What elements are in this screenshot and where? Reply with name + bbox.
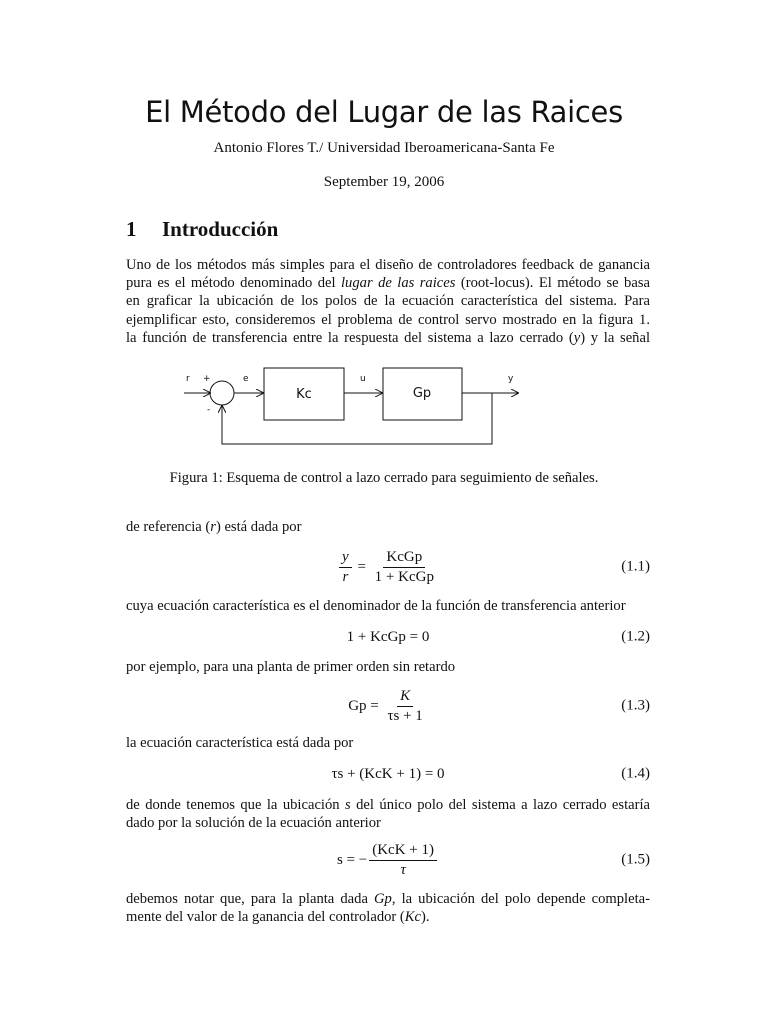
date-line: September 19, 2006 bbox=[323, 174, 445, 190]
paragraph-reference: de referencia (r) está dada por bbox=[126, 519, 302, 535]
equation-1-1: $\frac{y}{r}$ = $\frac{\text{KcGp}}{\text{1 + KcGp}}$ (1.1) bbox=[126, 545, 650, 589]
label-minus: - bbox=[207, 405, 211, 415]
figure-caption: Figura 1: Esquema de control a lazo cerrado para seguimiento de señales. bbox=[169, 470, 599, 486]
equation-1-2 bbox=[126, 615, 650, 659]
section-heading bbox=[126, 217, 278, 242]
intro-line: la función de transferencia entre la respuesta del sistema a lazo cerrado (y) y la señal bbox=[126, 329, 650, 346]
donde-line: dado por la solución de la ecuación anterior bbox=[126, 815, 381, 832]
equation-number: (1.1) bbox=[621, 558, 650, 575]
section-title: Introducción bbox=[162, 217, 279, 241]
equation-1-5 bbox=[126, 838, 650, 882]
intro-paragraph bbox=[126, 256, 650, 347]
paragraph-ejemplo: por ejemplo, para una planta de primer orden sin retardo bbox=[126, 659, 456, 675]
eq1-rhs-fraction: $\frac{\text{KcGp}}{\text{1 + KcGp}}$ bbox=[374, 548, 434, 585]
final-line: debemos notar que, para la planta dada Gp, la ubicación del polo depende completa- bbox=[126, 891, 650, 907]
section-number: 1 bbox=[126, 217, 137, 241]
label-e: e bbox=[243, 374, 249, 384]
eq5-lhs: s = − bbox=[336, 851, 368, 868]
eq5-fraction: $\frac{\text{(KcK + 1)}}{\tau}$ bbox=[369, 842, 437, 879]
eq2-expression: 1 + KcGp = 0 bbox=[346, 628, 430, 645]
paragraph-ecuacion: la ecuación característica está dada por bbox=[126, 735, 354, 751]
intro-line: en graficar la ubicación de los polos de la ecuación característica del sistema. Para bbox=[126, 293, 650, 310]
feedback-path bbox=[222, 393, 492, 444]
paragraph-donde bbox=[126, 796, 650, 832]
intro-line: pura es el método denominado del lugar de las raices (root-locus). El método se basa bbox=[126, 275, 650, 292]
intro-line: Uno de los métodos más simples para el diseño de controladores feedback de ganancia bbox=[126, 257, 650, 273]
equation-number: (1.2) bbox=[621, 628, 650, 645]
label-u: u bbox=[360, 374, 366, 384]
label-plus: + bbox=[203, 374, 211, 384]
donde-line: de donde tenemos que la ubicación s del único polo del sistema a lazo cerrado estaría bbox=[126, 797, 651, 813]
equation-number: (1.5) bbox=[621, 851, 650, 868]
equation-number: (1.4) bbox=[621, 765, 650, 782]
eq1-lhs-fraction: $\frac{y}{r}$ bbox=[339, 549, 352, 586]
label-r: r bbox=[186, 374, 190, 384]
author-line: Antonio Flores T./ Universidad Iberoamericana-Santa Fe bbox=[213, 140, 555, 156]
eq4-expression: τs + (KcK + 1) = 0 bbox=[331, 765, 445, 782]
controller-label: Kc bbox=[296, 387, 312, 402]
equation-1-3 bbox=[126, 684, 650, 728]
paper-title: El Método del Lugar de las Raices bbox=[145, 95, 623, 129]
label-y: y bbox=[508, 374, 514, 384]
plant-label: Gp bbox=[412, 386, 432, 401]
intro-line: ejemplificar esto, consideremos el problema de control servo mostrado en la figura 1. bbox=[126, 311, 650, 328]
summing-junction bbox=[210, 381, 234, 405]
final-line: mente del valor de la ganancia del controlador (Kc). bbox=[126, 909, 430, 926]
paragraph-cuya: cuya ecuación característica es el denominador de la función de transferencia anterior bbox=[126, 598, 626, 614]
equation-number: (1.3) bbox=[621, 697, 650, 714]
block-diagram bbox=[170, 360, 530, 452]
equation-1-4 bbox=[126, 752, 650, 796]
eq3-fraction: $\frac{K}{\tau s + 1}$ bbox=[387, 687, 423, 724]
paragraph-final bbox=[126, 890, 650, 926]
eq3-lhs: Gp = bbox=[348, 697, 379, 714]
